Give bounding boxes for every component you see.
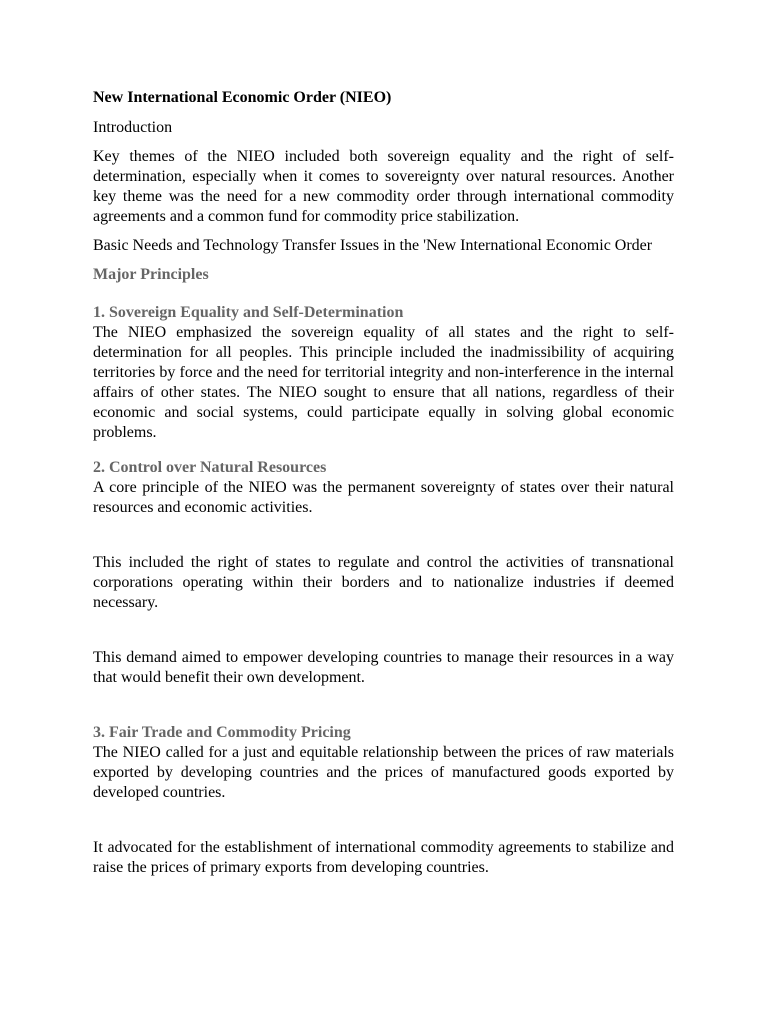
section-paragraph: This included the right of states to regulate and control the activities of transnational corporations operating within their borders and to nationalize industries if deemed necessary. <box>93 554 674 611</box>
intro-label: Introduction <box>93 119 173 136</box>
intro-paragraph: Key themes of the NIEO included both sovereign equality and the right of self-determination, especially when it comes to sovereignty over natural resources. Another key theme was the need for a new commodity order through international commodity agreements and a common fund for commodity price stabilization. <box>93 148 674 225</box>
section-paragraph: The NIEO emphasized the sovereign equality of all states and the right to self-determination for all peoples. This principle included the inadmissibility of acquiring territories by force and the need for territorial integrity and non-interference in the internal affairs of other states. The NIEO sought to ensure that all nations, regardless of their economic and social systems, could participate equally in solving global economic problems. <box>93 324 674 441</box>
section-paragraph: A core principle of the NIEO was the permanent sovereignty of states over their natural resources and economic activities. <box>93 479 674 516</box>
document-title: New International Economic Order (NIEO) <box>93 89 392 106</box>
major-principles-heading: Major Principles <box>93 266 209 283</box>
spacer <box>93 518 674 553</box>
document-subtitle: Basic Needs and Technology Transfer Issues in the 'New International Economic Order <box>93 237 653 254</box>
spacer <box>93 613 674 648</box>
spacer <box>93 803 674 838</box>
spacer <box>93 443 674 458</box>
spacer <box>93 688 674 723</box>
section-paragraph: This demand aimed to empower developing countries to manage their resources in a way that would benefit their own development. <box>93 649 674 686</box>
section-paragraph: It advocated for the establishment of international commodity agreements to stabilize and raise the prices of primary exports from developing countries. <box>93 839 674 876</box>
section-heading: 1. Sovereign Equality and Self-Determination <box>93 304 404 321</box>
document-page <box>93 88 674 878</box>
section-heading: 3. Fair Trade and Commodity Pricing <box>93 724 351 741</box>
section-heading: 2. Control over Natural Resources <box>93 459 327 476</box>
section-paragraph: The NIEO called for a just and equitable relationship between the prices of raw materials exported by developing countries and the prices of manufactured goods exported by developed countries. <box>93 744 674 801</box>
